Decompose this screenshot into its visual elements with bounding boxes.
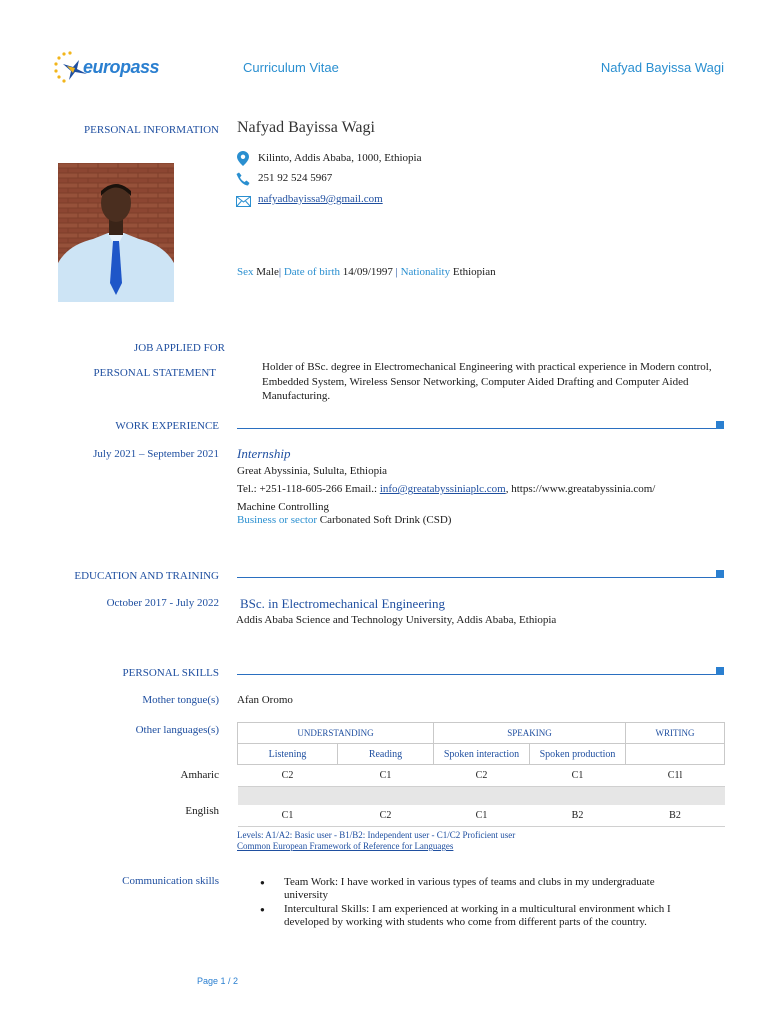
language-name: Amharic xyxy=(180,769,219,781)
email-link[interactable]: nafyadbayissa9@gmail.com xyxy=(258,193,383,205)
work-experience-label: WORK EXPERIENCE xyxy=(115,420,219,432)
header-speaking: SPEAKING xyxy=(434,723,626,744)
table-cell: C1l xyxy=(626,765,725,787)
personal-statement: Holder of BSc. degree in Electromechanical Engineering with practical experience in Modern control, Embedded System, Wireless Sensor Networking, Computer Aided Drafting and Computer Aided Manufacturing. xyxy=(262,361,712,402)
subheader-spoken-interaction: Spoken interaction xyxy=(434,744,530,765)
header-understanding: UNDERSTANDING xyxy=(238,723,434,744)
phone-icon xyxy=(236,172,250,186)
personal-details xyxy=(237,266,496,278)
personal-info-label: PERSONAL INFORMATION xyxy=(84,124,219,136)
europass-logo xyxy=(53,50,163,84)
section-divider xyxy=(237,674,717,675)
work-employer: Great Abyssinia, Sululta, Ethiopia xyxy=(237,465,388,477)
header-name: Nafyad Bayissa Wagi xyxy=(600,60,724,75)
work-sector xyxy=(237,514,451,526)
work-contact-suffix: , https://www.greatabyssinia.com/ xyxy=(505,483,656,495)
subheader-spoken-production: Spoken production xyxy=(530,744,626,765)
work-email-link[interactable]: info@greatabyssiniaplc.com xyxy=(379,483,506,495)
subheader-listening: Listening xyxy=(238,744,338,765)
cefr-link[interactable]: Common European Framework of Reference for Languages xyxy=(237,841,454,851)
education-dates: October 2017 - July 2022 xyxy=(106,597,219,609)
section-marker xyxy=(716,421,724,429)
table-row-spacer xyxy=(238,787,725,806)
dob-value: 14/09/1997 xyxy=(342,266,393,278)
phone: 251 92 524 5967 xyxy=(258,172,333,184)
table-row xyxy=(238,805,725,827)
section-marker xyxy=(716,570,724,578)
subheader-reading: Reading xyxy=(338,744,434,765)
language-name: English xyxy=(185,805,219,817)
education-title: BSc. in Electromechanical Engineering xyxy=(240,596,446,611)
list-item: ● Intercultural Skills: I am experienced at working in a multicultural environment which I developed by working with students who come from different parts of the country. xyxy=(260,903,700,929)
header-writing: WRITING xyxy=(626,723,725,744)
table-cell: C2 xyxy=(434,765,530,787)
doc-title: Curriculum Vitae xyxy=(243,60,339,75)
sector-value: Carbonated Soft Drink (CSD) xyxy=(319,514,452,526)
communication-skills-label: Communication skills xyxy=(122,875,219,887)
table-cell: C2 xyxy=(338,805,434,827)
table-spacer xyxy=(238,787,725,806)
person-photo-icon xyxy=(58,163,174,302)
dob-label: Date of birth xyxy=(283,266,341,278)
table-cell: C2 xyxy=(238,765,338,787)
personal-skills-label: PERSONAL SKILLS xyxy=(122,667,219,679)
section-divider xyxy=(237,428,717,429)
work-contact-prefix: Tel.: +251-118-605-266 Email.: xyxy=(237,483,380,495)
location-icon xyxy=(237,151,249,166)
mother-tongue: Afan Oromo xyxy=(237,694,293,706)
table-cell: C1 xyxy=(238,805,338,827)
separator: | xyxy=(395,266,398,278)
page-number: Page 1 / 2 xyxy=(197,976,239,986)
work-activity: Machine Controlling xyxy=(237,501,329,513)
levels-note: Levels: A1/A2: Basic user - B1/B2: Independent user - C1/C2 Proficient user xyxy=(237,830,516,840)
table-header-row xyxy=(238,723,725,744)
communication-skills-list xyxy=(260,876,700,930)
logo-text: europass xyxy=(83,57,160,77)
education-label: EDUCATION AND TRAINING xyxy=(74,570,219,582)
work-contact xyxy=(237,483,655,495)
sex-value: Male xyxy=(256,266,279,278)
address: Kilinto, Addis Ababa, 1000, Ethiopia xyxy=(258,152,422,164)
table-cell: C1 xyxy=(434,805,530,827)
nationality-value: Ethiopian xyxy=(452,266,496,278)
nationality-label: Nationality xyxy=(400,266,451,278)
languages-table xyxy=(237,722,725,827)
job-applied-label: JOB APPLIED FOR xyxy=(133,342,225,354)
work-dates: July 2021 – September 2021 xyxy=(93,448,219,460)
other-languages-label: Other languages(s) xyxy=(135,724,219,736)
separator: | xyxy=(278,266,282,278)
table-subheader-row xyxy=(238,744,725,765)
section-marker xyxy=(716,667,724,675)
list-item: ● Team Work: I have worked in various types of teams and clubs in my undergraduate university xyxy=(260,876,700,902)
table-row xyxy=(238,765,725,787)
email-icon xyxy=(236,196,251,207)
table-cell: C1 xyxy=(338,765,434,787)
personal-statement-label: PERSONAL STATEMENT xyxy=(93,367,216,379)
table-cell: B2 xyxy=(626,805,725,827)
table-cell: C1 xyxy=(530,765,626,787)
mother-tongue-label: Mother tongue(s) xyxy=(142,694,219,706)
table-cell: B2 xyxy=(530,805,626,827)
sector-label: Business or sector xyxy=(237,514,318,526)
education-institution: Addis Ababa Science and Technology University, Addis Ababa, Ethiopia xyxy=(236,614,557,626)
subheader-writing xyxy=(626,744,725,765)
section-divider xyxy=(237,577,717,578)
work-title: Internship xyxy=(237,446,291,461)
profile-photo xyxy=(58,163,174,302)
sex-label: Sex xyxy=(237,266,254,278)
candidate-name: Nafyad Bayissa Wagi xyxy=(237,119,375,136)
